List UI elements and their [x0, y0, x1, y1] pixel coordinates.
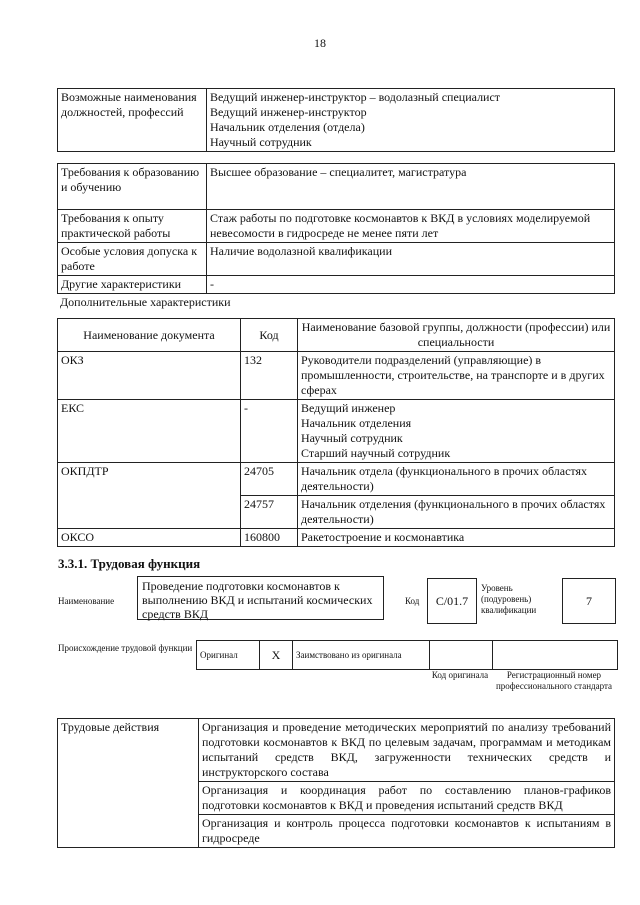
position-item: Ведущий инженер-инструктор — [210, 105, 367, 119]
okso-doc: ОКСО — [58, 529, 241, 547]
position-item: Научный сотрудник — [210, 135, 312, 149]
eks-names — [298, 400, 615, 463]
section-title: 3.3.1. Трудовая функция — [58, 556, 201, 571]
origin-code-cell — [430, 641, 493, 670]
function-name-box: Проведение подготовки космонавтов к выполнению ВКД и испытаний космических средств ВКД — [137, 576, 384, 620]
eks-doc: ЕКС — [58, 400, 241, 463]
eks-code: - — [241, 400, 298, 463]
admission-value: Наличие водолазной квалификации — [207, 243, 615, 276]
function-code-box: C/01.7 — [427, 578, 477, 624]
code-label: Код — [405, 596, 420, 606]
positions-values — [207, 89, 615, 152]
other-label: Другие характеристики — [58, 276, 207, 294]
original-mark: X — [260, 641, 293, 670]
experience-label: Требования к опыту практической работы — [58, 210, 207, 243]
other-value: - — [207, 276, 615, 294]
positions-table — [57, 88, 615, 152]
origin-table — [196, 640, 618, 670]
okz-code: 132 — [241, 352, 298, 400]
positions-label: Возможные наименования должностей, профессий — [58, 89, 207, 152]
okpdtr-name-2: Начальник отделения (функционального в прочих областях деятельности) — [298, 496, 615, 529]
education-label: Требования к образованию и обучению — [58, 164, 207, 210]
eks-name-item: Ведущий инженер — [301, 401, 396, 415]
code-original-caption: Код оригинала — [431, 670, 489, 680]
eks-name-item: Начальник отделения — [301, 416, 412, 430]
name-label: Наименование — [58, 596, 115, 606]
header-code: Код — [241, 319, 298, 352]
okpdtr-code-2: 24757 — [241, 496, 298, 529]
borrowed-label: Заимствовано из оригинала — [293, 641, 430, 670]
okpdtr-name-1: Начальник отдела (функционального в прочих областях деятельности) — [298, 463, 615, 496]
labor-actions-table — [57, 718, 615, 848]
page-number: 18 — [314, 36, 326, 50]
header-group: Наименование базовой группы, должности (профессии) или специальности — [298, 319, 615, 352]
okpdtr-code-1: 24705 — [241, 463, 298, 496]
qualification-level-box: 7 — [562, 578, 616, 624]
position-item: Начальник отделения (отдела) — [210, 120, 365, 134]
experience-value: Стаж работы по подготовке космонавтов к ВКД в условиях моделируемой невесомости в гидросреде не менее пяти лет — [207, 210, 615, 243]
okso-name: Ракетостроение и космонавтика — [298, 529, 615, 547]
okz-name: Руководители подразделений (управляющие) в промышленности, строительстве, на транспорте и в других сферах — [298, 352, 615, 400]
registration-caption: Регистрационный номер профессионального стандарта — [495, 670, 613, 691]
action-item: Организация и координация работ по составлению планов-графиков подготовки космонавтов к ВКД и проведения испытаний средств ВКД — [199, 782, 615, 815]
okso-code: 160800 — [241, 529, 298, 547]
classifiers-table — [57, 318, 615, 547]
requirements-table — [57, 163, 615, 294]
admission-label: Особые условия допуска к работе — [58, 243, 207, 276]
registration-number-cell — [493, 641, 618, 670]
action-item: Организация и проведение методических мероприятий по анализу требований подготовки космонавтов к ВКД по целевым задачам, программам и методикам испытаний средств ВКД, загруженности технических средств и инструкторского состава — [199, 719, 615, 782]
header-document: Наименование документа — [58, 319, 241, 352]
okz-doc: ОКЗ — [58, 352, 241, 400]
eks-name-item: Научный сотрудник — [301, 431, 403, 445]
level-label: Уровень (подуровень) квалификации — [481, 583, 537, 615]
okpdtr-doc: ОКПДТР — [58, 463, 241, 529]
actions-label: Трудовые действия — [58, 719, 199, 848]
origin-label: Происхождение трудовой функции — [58, 643, 193, 653]
position-item: Ведущий инженер-инструктор – водолазный специалист — [210, 90, 501, 104]
original-label: Оригинал — [197, 641, 260, 670]
eks-name-item: Старший научный сотрудник — [301, 446, 451, 460]
action-item: Организация и контроль процесса подготовки космонавтов к испытаниям в гидросреде — [199, 815, 615, 848]
education-value: Высшее образование – специалитет, магистратура — [207, 164, 615, 210]
extra-characteristics-title: Дополнительные характеристики — [60, 295, 231, 309]
